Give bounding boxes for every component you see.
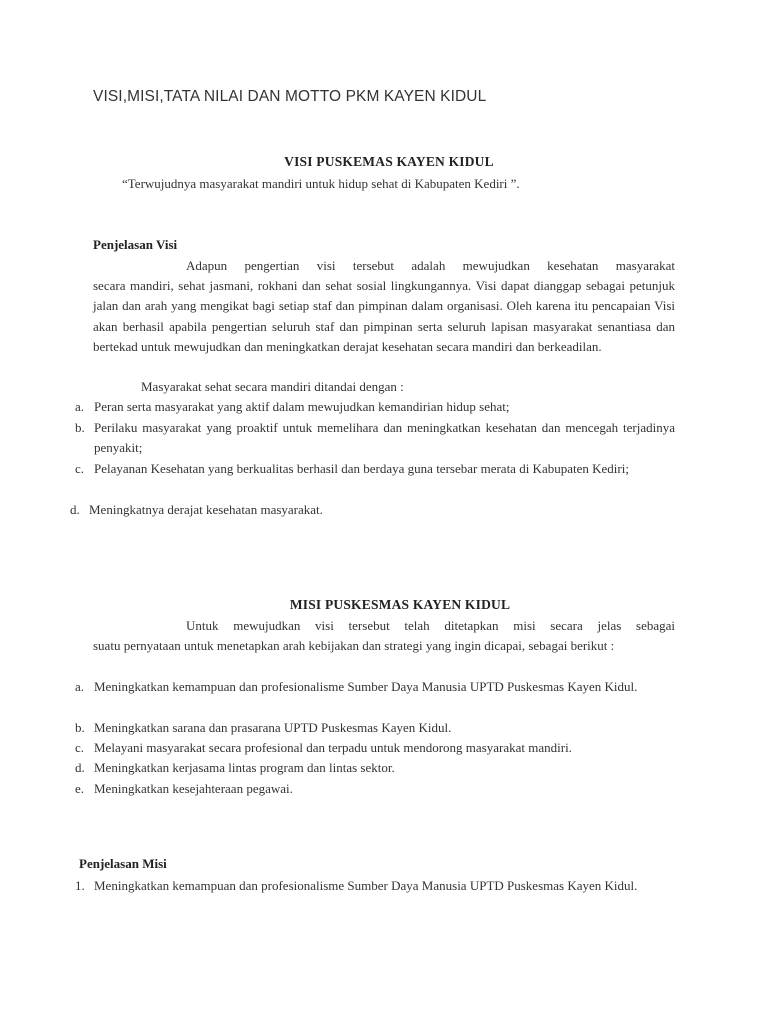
list-item: Meningkatkan kerjasama lintas program dan lintas sektor.: [94, 760, 395, 775]
list-item: Meningkatkan kemampuan dan profesionalisme Sumber Daya Manusia UPTD Puskesmas Kayen Kidul.: [94, 878, 638, 893]
list-marker: d.: [75, 760, 85, 775]
penjelasan-visi-intro: Masyarakat sehat secara mandiri ditandai dengan :: [141, 379, 404, 394]
list-marker: b.: [75, 420, 85, 435]
list-marker: a.: [75, 399, 85, 414]
list-item: Perilaku masyarakat yang proaktif untuk memelihara dan meningkatkan kesehatan dan mencegah terjadinya penyakit;: [94, 420, 675, 456]
list-item: Peran serta masyarakat yang aktif dalam mewujudkan kemandirian hidup sehat;: [94, 399, 510, 414]
visi-heading: VISI PUSKEMAS KAYEN KIDUL: [284, 154, 494, 169]
list-item: Melayani masyarakat secara profesional dan terpadu untuk mendorong masyarakat mandiri.: [94, 740, 572, 755]
list-marker: c.: [75, 461, 85, 476]
list-marker: a.: [75, 679, 85, 694]
visi-quote: “Terwujudnya masyarakat mandiri untuk hidup sehat di Kabupaten Kediri ”.: [122, 176, 520, 191]
penjelasan-visi-heading: Penjelasan Visi: [93, 237, 178, 252]
list-item: Meningkatkan kesejahteraan pegawai.: [94, 781, 293, 796]
list-marker: e.: [75, 781, 85, 796]
document-title: VISI,MISI,TATA NILAI DAN MOTTO PKM KAYEN KIDUL: [93, 88, 487, 105]
list-marker: 1.: [75, 878, 85, 893]
misi-heading: MISI PUSKESMAS KAYEN KIDUL: [289, 597, 511, 612]
list-item: Meningkatnya derajat kesehatan masyarakat.: [89, 502, 323, 517]
list-item: Pelayanan Kesehatan yang berkualitas berhasil dan berdaya guna tersebar merata di Kabupaten Kediri;: [94, 461, 629, 476]
penjelasan-visi-para: secara mandiri, sehat jasmani, rokhani dan sehat sosial lingkungannya. Visi dapat dianggap sebagai petunjuk jalan dan arah yang mengikat bagi setiap staf dan pimpinan dalam organisasi. Oleh karena itu pencapaian Visi akan berhasil apabila pengertian seluruh staf dan pimpinan serta seluruh lapisan masyarakat senantiasa dan bertekad untuk mewujudkan dan meningkatkan derajat kesehatan secara mandiri dan berkeadilan.: [93, 278, 675, 354]
list-marker: d.: [70, 502, 80, 517]
penjelasan-misi-heading: Penjelasan Misi: [79, 856, 167, 871]
list-item: Meningkatkan kemampuan dan profesionalisme Sumber Daya Manusia UPTD Puskesmas Kayen Kidul.: [94, 679, 638, 694]
misi-para: suatu pernyataan untuk menetapkan arah kebijakan dan strategi yang ingin dicapai, sebagai berikut :: [93, 638, 615, 653]
misi-para-first-line: Untuk mewujudkan visi tersebut telah ditetapkan misi secara jelas sebagai: [186, 618, 675, 633]
list-item: Meningkatkan sarana dan prasarana UPTD Puskesmas Kayen Kidul.: [94, 720, 452, 735]
penjelasan-visi-para-first-line: Adapun pengertian visi tersebut adalah mewujudkan kesehatan masyarakat: [186, 258, 675, 273]
list-marker: c.: [75, 740, 85, 755]
list-marker: b.: [75, 720, 85, 735]
